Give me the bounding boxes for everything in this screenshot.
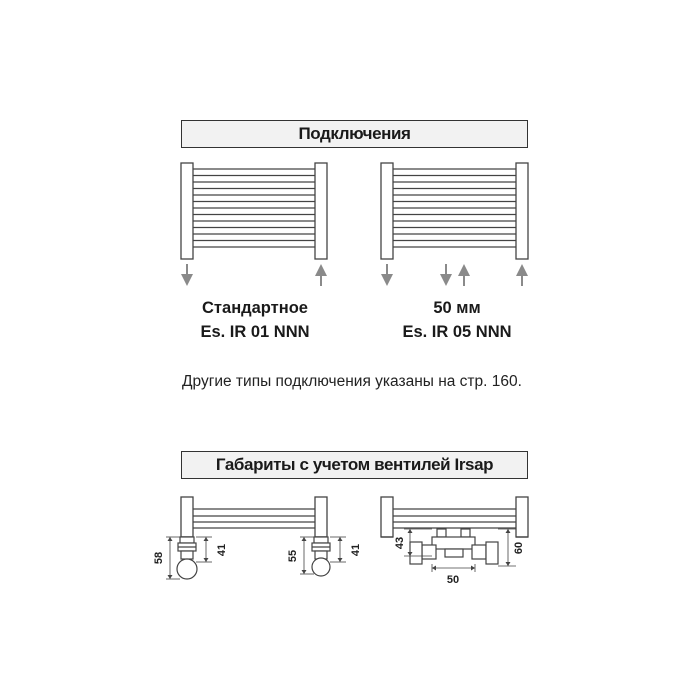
connection-note: Другие типы подключения указаны на стр. 160.	[182, 373, 522, 390]
dim-right-pipe: 41	[350, 543, 362, 557]
dim-mid-spacing: 50	[446, 574, 460, 586]
dimensions-title: Габариты с учетом вентилей Irsap	[215, 455, 494, 474]
connections-title: Подключения	[298, 124, 411, 143]
dim-left-pipe: 41	[216, 543, 228, 557]
caption-50mm-code: Es. IR 05 NNN	[402, 323, 512, 341]
dim-left-total: 58	[153, 551, 165, 565]
radiator-dim-right	[381, 497, 528, 537]
dim-mid-low: 43	[394, 536, 406, 550]
valve-left	[177, 537, 197, 579]
valve-center	[410, 529, 498, 564]
caption-standard-code: Es. IR 01 NNN	[200, 323, 310, 341]
valve-right	[312, 537, 330, 576]
dim-right-total: 55	[287, 549, 299, 563]
caption-50mm-name: 50 мм	[433, 299, 481, 317]
dim-mid-total: 60	[513, 541, 525, 555]
caption-standard-name: Стандартное	[202, 299, 308, 317]
radiator-dim-left	[181, 497, 327, 537]
